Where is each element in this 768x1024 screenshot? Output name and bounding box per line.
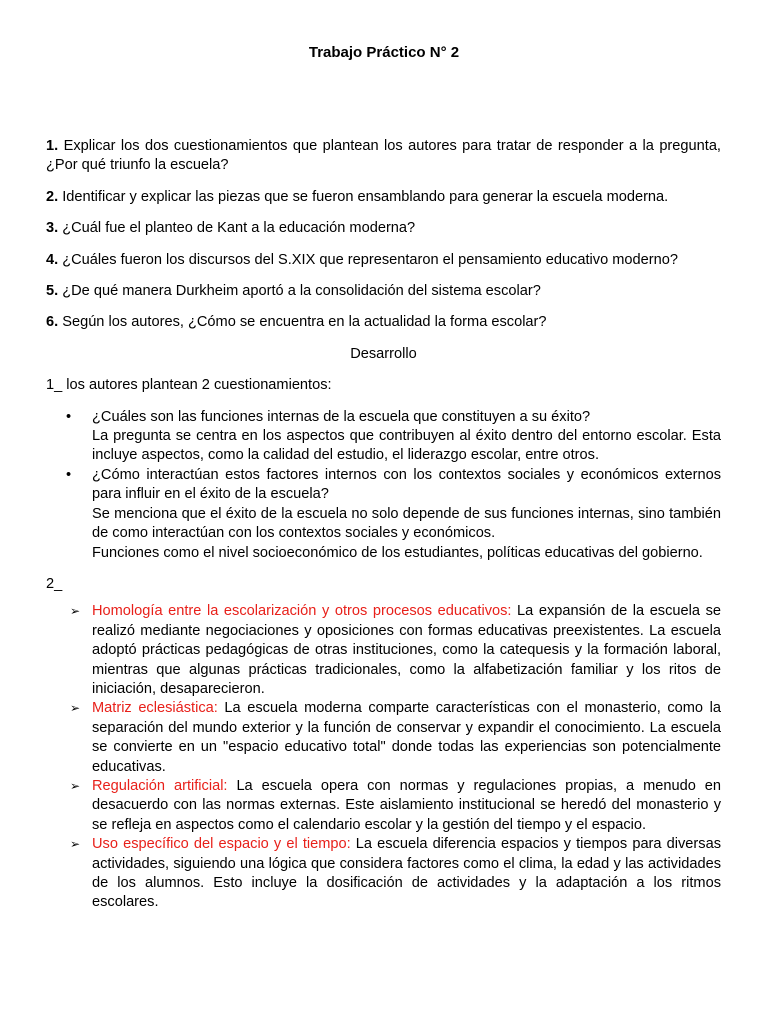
question-text: Identificar y explicar las piezas que se fueron ensamblando para generar la escuela moderna. bbox=[58, 188, 669, 205]
item-text: La escuela diferencia espacios y tiempos para diversas actividades, siguiendo una lógica que considera factores como el clima, la edad y las actividades de los alumnos. Esto incluye la dosificación de actividades y la adaptación a los ritmos escolares. bbox=[92, 836, 721, 911]
question-number: 6. bbox=[46, 314, 59, 331]
item-label: Homología entre la escolarización y otros procesos educativos: bbox=[92, 603, 512, 620]
item-text: La escuela opera con normas y regulaciones propias, a menudo en desacuerdo con las normas externas. Este aislamiento institucional se heredó del monasterio y se refleja en aspectos como el calendario escolar y la gestión del tiempo y el espacio. bbox=[92, 777, 721, 833]
answer-2-list bbox=[46, 602, 721, 913]
item-text: La escuela moderna comparte características con el monasterio, como la separación del mundo exterior y la función de conservar y expandir el conocimiento. La escuela se convierte en un "espacio educativo total" donde todas las experiencias son potencialmente educativas. bbox=[92, 700, 721, 775]
bullet-question: ¿Cuáles son las funciones internas de la escuela que constituyen a su éxito? bbox=[92, 408, 591, 425]
question-text: ¿De qué manera Durkheim aportó a la consolidación del sistema escolar? bbox=[58, 283, 541, 300]
item-label: Uso específico del espacio y el tiempo: bbox=[92, 836, 351, 853]
document-title: Trabajo Práctico N° 2 bbox=[308, 44, 460, 61]
bullet-question: ¿Cómo interactúan estos factores internos con los contextos sociales y económicos externos para influir en el éxito de la escuela? bbox=[92, 466, 721, 503]
question-number: 1. bbox=[46, 138, 59, 154]
bullet-dot-icon: • bbox=[66, 466, 72, 483]
arrow-bullet-icon: ➢ bbox=[70, 701, 81, 716]
question-number: 3. bbox=[46, 220, 59, 237]
question-3 bbox=[46, 219, 721, 238]
item-label: Matriz eclesiástica: bbox=[92, 700, 218, 717]
question-5 bbox=[46, 282, 721, 301]
document-body bbox=[46, 137, 721, 913]
bullet-explanation: Funciones como el nivel socioeconómico de los estudiantes, políticas educativas del gobierno. bbox=[92, 544, 703, 561]
arrow-bullet-icon: ➢ bbox=[70, 604, 81, 619]
question-text: Explicar los dos cuestionamientos que plantean los autores para tratar de responder a la pregunta, ¿Por qué triunfo la escuela? bbox=[46, 138, 721, 174]
question-text: ¿Cuál fue el planteo de Kant a la educación moderna? bbox=[58, 220, 416, 237]
arrow-bullet-icon: ➢ bbox=[70, 837, 81, 852]
answer-1-list bbox=[46, 408, 721, 563]
list-item bbox=[46, 699, 721, 777]
question-1 bbox=[46, 137, 721, 176]
bullet-dot-icon: • bbox=[66, 408, 72, 425]
list-item bbox=[46, 835, 721, 913]
question-number: 2. bbox=[46, 188, 59, 205]
list-item bbox=[46, 777, 721, 835]
question-text: Según los autores, ¿Cómo se encuentra en la actualidad la forma escolar? bbox=[58, 314, 547, 331]
list-item bbox=[46, 602, 721, 699]
list-item bbox=[46, 408, 721, 466]
item-label: Regulación artificial: bbox=[92, 777, 228, 794]
arrow-bullet-icon: ➢ bbox=[70, 778, 81, 793]
answer-2-intro: 2_ bbox=[46, 575, 63, 592]
question-2 bbox=[46, 188, 721, 207]
answer-1-intro: 1_ los autores plantean 2 cuestionamientos: bbox=[46, 377, 332, 394]
question-6 bbox=[46, 313, 721, 332]
question-4 bbox=[46, 251, 721, 270]
item-text: La expansión de la escuela se realizó mediante negociaciones y oposiciones con formas educativas preexistentes. La escuela adoptó prácticas pedagógicas de otras instituciones, como la catequesis y la formación laboral, mientras que algunas prácticas tradicionales, como la alfabetización familiar y los ritos de iniciación, desaparecieron. bbox=[92, 603, 721, 697]
section-heading: Desarrollo bbox=[350, 345, 417, 362]
question-number: 4. bbox=[46, 251, 59, 268]
bullet-explanation: Se menciona que el éxito de la escuela no solo depende de sus funciones internas, sino también de como interactúan con los contextos sociales y económicos. bbox=[92, 505, 721, 542]
bullet-explanation: La pregunta se centra en los aspectos que contribuyen al éxito dentro del entorno escolar. Esta incluye aspectos, como la calidad del estudio, el liderazgo escolar, entre otros. bbox=[92, 428, 721, 464]
question-text: ¿Cuáles fueron los discursos del S.XIX que representaron el pensamiento educativo moderno? bbox=[58, 251, 678, 268]
question-number: 5. bbox=[46, 283, 59, 300]
list-item bbox=[46, 466, 721, 563]
